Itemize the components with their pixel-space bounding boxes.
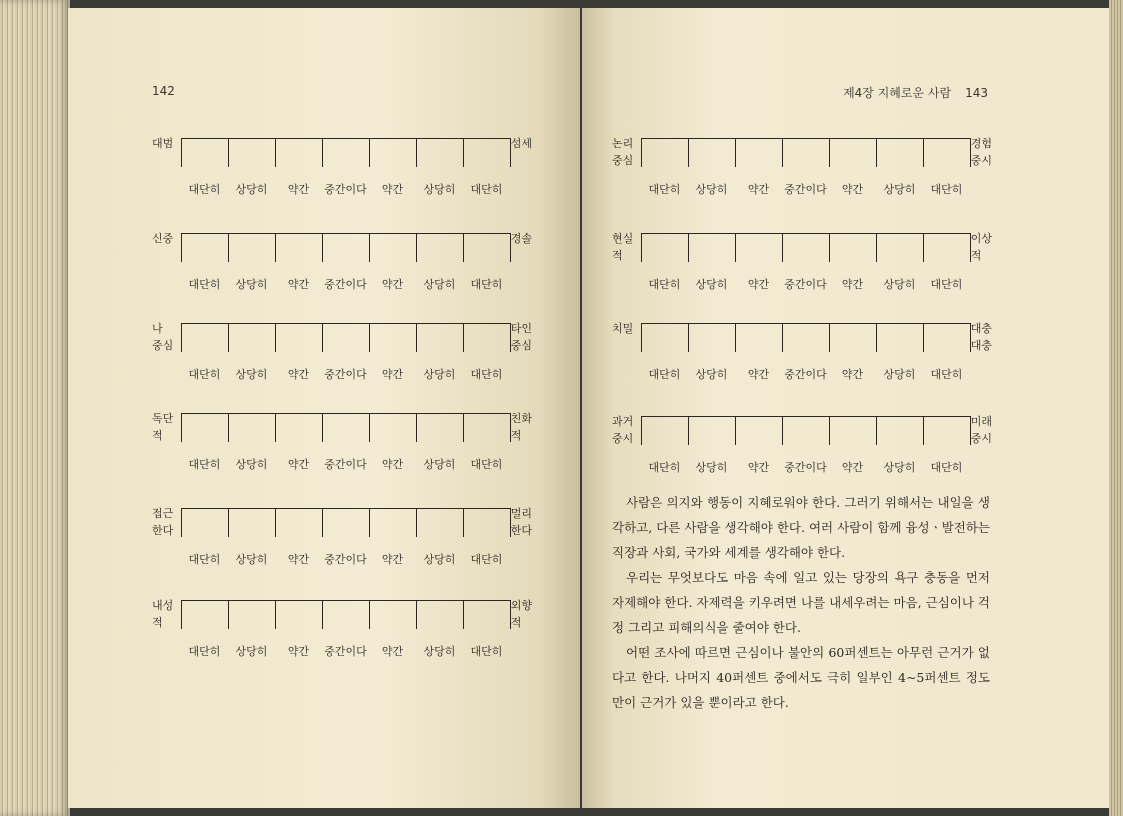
scale-tick — [322, 323, 323, 352]
scale-line — [641, 323, 970, 324]
scale-tick — [275, 323, 276, 352]
paragraph: 어떤 조사에 따르면 근심이나 불안의 60퍼센트는 아무런 근거가 없다고 한다. 나머지 40퍼센트 중에서도 극히 일부인 4∼5퍼센트 정도만이 근거가 있을 뿐이라고 한다. — [612, 645, 990, 710]
scale-right-label: 미래 중시 — [970, 415, 992, 445]
degree-label: 대단히 — [930, 183, 963, 196]
degree-label: 대단히 — [470, 645, 503, 658]
scale-tick — [463, 508, 464, 537]
scale-tick — [275, 233, 276, 262]
scale-tick — [923, 138, 924, 167]
degree-label: 대단히 — [188, 645, 221, 658]
scale-left-label: 과거 중시 — [612, 415, 634, 445]
degree-label: 대단히 — [188, 368, 221, 381]
degree-label: 대단히 — [470, 183, 503, 196]
degree-label: 대단히 — [470, 368, 503, 381]
body-text — [612, 490, 990, 715]
degree-label: 상당히 — [423, 278, 456, 291]
degree-label: 중간이다 — [324, 278, 367, 291]
degree-label: 약간 — [287, 278, 310, 291]
scale-tick — [688, 323, 689, 352]
scale-tick — [641, 323, 642, 352]
scale-tick — [416, 600, 417, 629]
degree-label: 약간 — [747, 461, 770, 474]
degree-label: 상당히 — [423, 645, 456, 658]
rating-scale-right-3 — [612, 323, 992, 393]
scale-tick — [876, 416, 877, 445]
scale-line — [181, 508, 510, 509]
degree-label: 대단히 — [648, 183, 681, 196]
degree-label: 약간 — [381, 183, 404, 196]
left-page — [68, 8, 580, 808]
scale-right-label: 이상 적 — [970, 232, 992, 262]
degree-label: 중간이다 — [324, 183, 367, 196]
degree-label: 상당히 — [235, 645, 268, 658]
degree-label: 대단히 — [930, 278, 963, 291]
scale-tick — [782, 416, 783, 445]
degree-label: 약간 — [381, 645, 404, 658]
scale-tick — [688, 233, 689, 262]
scale-right-label: 섬세 — [510, 137, 532, 150]
scale-tick — [463, 413, 464, 442]
paragraph: 우리는 무엇보다도 마음 속에 일고 있는 당장의 욕구 충동을 먼저 자제해야 한다. 자제력을 키우려면 나를 내세우려는 마음, 근심이나 걱정 그리고 피해의식을 줄여야 한다. — [612, 570, 990, 635]
scale-tick — [322, 138, 323, 167]
degree-label: 약간 — [287, 645, 310, 658]
scale-tick — [369, 413, 370, 442]
right-page-header — [843, 84, 988, 101]
scale-tick — [228, 233, 229, 262]
scale-tick — [181, 138, 182, 167]
rating-scale-right-2 — [612, 233, 992, 303]
scale-tick — [369, 600, 370, 629]
scale-tick — [181, 323, 182, 352]
scale-tick — [369, 323, 370, 352]
scale-tick — [782, 323, 783, 352]
scale-tick — [275, 600, 276, 629]
degree-label: 상당히 — [695, 368, 728, 381]
rating-scale-right-4 — [612, 416, 992, 486]
scale-left-label: 대범 — [152, 137, 174, 150]
scale-tick — [735, 233, 736, 262]
scale-tick — [275, 508, 276, 537]
scale-tick — [228, 138, 229, 167]
degree-label: 약간 — [841, 278, 864, 291]
scale-right-label: 경험 중시 — [970, 137, 992, 167]
degree-label: 상당히 — [423, 553, 456, 566]
scale-tick — [688, 138, 689, 167]
scale-right-label: 친화 적 — [510, 412, 532, 442]
scale-tick — [782, 138, 783, 167]
scale-tick — [829, 323, 830, 352]
scale-tick — [735, 138, 736, 167]
scale-right-label: 경솔 — [510, 232, 532, 245]
degree-label: 상당히 — [423, 183, 456, 196]
degree-label: 상당히 — [883, 368, 916, 381]
degree-label: 상당히 — [695, 461, 728, 474]
scale-line — [181, 323, 510, 324]
degree-label: 상당히 — [235, 368, 268, 381]
scale-line — [181, 600, 510, 601]
scale-tick — [876, 323, 877, 352]
degree-label: 상당히 — [423, 458, 456, 471]
scale-left-label: 논리 중심 — [612, 137, 634, 167]
degree-label: 대단히 — [188, 458, 221, 471]
scale-tick — [369, 508, 370, 537]
degree-label: 약간 — [747, 183, 770, 196]
degree-label: 대단히 — [648, 461, 681, 474]
scale-left-label: 현실 적 — [612, 232, 634, 262]
scale-tick — [923, 233, 924, 262]
scale-right-label: 외향 적 — [510, 599, 532, 629]
scale-line — [641, 138, 970, 139]
scale-tick — [876, 233, 877, 262]
scale-tick — [228, 413, 229, 442]
scale-tick — [735, 323, 736, 352]
degree-label: 상당히 — [883, 461, 916, 474]
scale-tick — [416, 413, 417, 442]
scale-tick — [181, 508, 182, 537]
degree-label: 중간이다 — [784, 368, 827, 381]
degree-label: 약간 — [841, 461, 864, 474]
scale-line — [641, 233, 970, 234]
scale-tick — [275, 138, 276, 167]
degree-label: 대단히 — [470, 278, 503, 291]
scale-tick — [641, 416, 642, 445]
degree-label: 중간이다 — [784, 278, 827, 291]
scale-tick — [228, 323, 229, 352]
scale-tick — [322, 600, 323, 629]
degree-label: 대단히 — [188, 553, 221, 566]
scale-tick — [829, 416, 830, 445]
scale-line — [181, 413, 510, 414]
degree-label: 상당히 — [695, 278, 728, 291]
degree-label: 상당히 — [235, 458, 268, 471]
rating-scale-left-1 — [152, 138, 532, 208]
right-page-number: 143 — [965, 86, 988, 100]
scale-tick — [322, 413, 323, 442]
scale-tick — [416, 323, 417, 352]
scale-tick — [228, 600, 229, 629]
degree-label: 약간 — [381, 278, 404, 291]
scale-tick — [735, 416, 736, 445]
scale-tick — [463, 323, 464, 352]
scale-tick — [688, 416, 689, 445]
degree-label: 중간이다 — [324, 368, 367, 381]
scale-line — [641, 416, 970, 417]
scale-tick — [923, 416, 924, 445]
degree-label: 약간 — [381, 553, 404, 566]
scale-tick — [181, 233, 182, 262]
rating-scale-left-4 — [152, 413, 532, 483]
degree-label: 중간이다 — [324, 645, 367, 658]
degree-label: 상당히 — [235, 278, 268, 291]
degree-label: 약간 — [381, 368, 404, 381]
scale-tick — [322, 233, 323, 262]
scale-right-label: 타인 중심 — [510, 322, 532, 352]
degree-label: 대단히 — [188, 183, 221, 196]
scale-right-label: 대충 대충 — [970, 322, 992, 352]
degree-label: 상당히 — [883, 278, 916, 291]
degree-label: 상당히 — [883, 183, 916, 196]
degree-label: 대단히 — [648, 368, 681, 381]
degree-label: 대단히 — [930, 461, 963, 474]
scale-tick — [463, 600, 464, 629]
degree-label: 중간이다 — [324, 553, 367, 566]
scale-tick — [369, 233, 370, 262]
degree-label: 약간 — [841, 368, 864, 381]
degree-label: 약간 — [381, 458, 404, 471]
rating-scale-left-6 — [152, 600, 532, 670]
scale-tick — [181, 413, 182, 442]
degree-label: 대단히 — [470, 553, 503, 566]
degree-label: 약간 — [287, 368, 310, 381]
chapter-title: 제4장 지혜로운 사람 — [843, 86, 952, 100]
scale-tick — [416, 508, 417, 537]
degree-label: 대단히 — [470, 458, 503, 471]
degree-label: 상당히 — [423, 368, 456, 381]
scale-tick — [829, 138, 830, 167]
scale-tick — [181, 600, 182, 629]
degree-label: 약간 — [747, 278, 770, 291]
book-edge-left — [0, 0, 70, 816]
scale-tick — [876, 138, 877, 167]
scale-line — [181, 233, 510, 234]
scale-tick — [228, 508, 229, 537]
scale-tick — [416, 233, 417, 262]
rating-scale-left-2 — [152, 233, 532, 303]
left-page-number: 142 — [152, 84, 175, 98]
scale-tick — [829, 233, 830, 262]
scale-tick — [923, 323, 924, 352]
scale-left-label: 신중 — [152, 232, 174, 245]
scale-left-label: 독단 적 — [152, 412, 174, 442]
rating-scale-right-1 — [612, 138, 992, 208]
book-edge-right — [1109, 0, 1123, 816]
scale-tick — [782, 233, 783, 262]
degree-label: 대단히 — [930, 368, 963, 381]
degree-label: 약간 — [287, 553, 310, 566]
scale-tick — [322, 508, 323, 537]
scale-left-label: 내성 적 — [152, 599, 174, 629]
degree-label: 상당히 — [235, 553, 268, 566]
rating-scale-left-5 — [152, 508, 532, 578]
rating-scale-left-3 — [152, 323, 532, 393]
scale-tick — [369, 138, 370, 167]
degree-label: 대단히 — [648, 278, 681, 291]
scale-left-label: 접근 한다 — [152, 507, 174, 537]
degree-label: 약간 — [841, 183, 864, 196]
scale-tick — [641, 138, 642, 167]
scale-tick — [463, 138, 464, 167]
scale-tick — [416, 138, 417, 167]
degree-label: 상당히 — [695, 183, 728, 196]
degree-label: 약간 — [747, 368, 770, 381]
degree-label: 약간 — [287, 458, 310, 471]
scale-left-label: 치밀 — [612, 322, 634, 335]
degree-label: 대단히 — [188, 278, 221, 291]
degree-label: 중간이다 — [784, 461, 827, 474]
scale-tick — [641, 233, 642, 262]
paragraph: 사람은 의지와 행동이 지혜로워야 한다. 그러기 위해서는 내일을 생각하고, 다른 사람을 생각해야 한다. 여러 사람이 함께 융성ㆍ발전하는 직장과 사회, 국가와 세계를 생각해야 한다. — [612, 495, 990, 560]
scale-line — [181, 138, 510, 139]
degree-label: 상당히 — [235, 183, 268, 196]
scale-tick — [275, 413, 276, 442]
scale-right-label: 멀리 한다 — [510, 507, 532, 537]
scale-tick — [463, 233, 464, 262]
degree-label: 약간 — [287, 183, 310, 196]
degree-label: 중간이다 — [324, 458, 367, 471]
degree-label: 중간이다 — [784, 183, 827, 196]
scale-left-label: 나 중심 — [152, 322, 174, 352]
